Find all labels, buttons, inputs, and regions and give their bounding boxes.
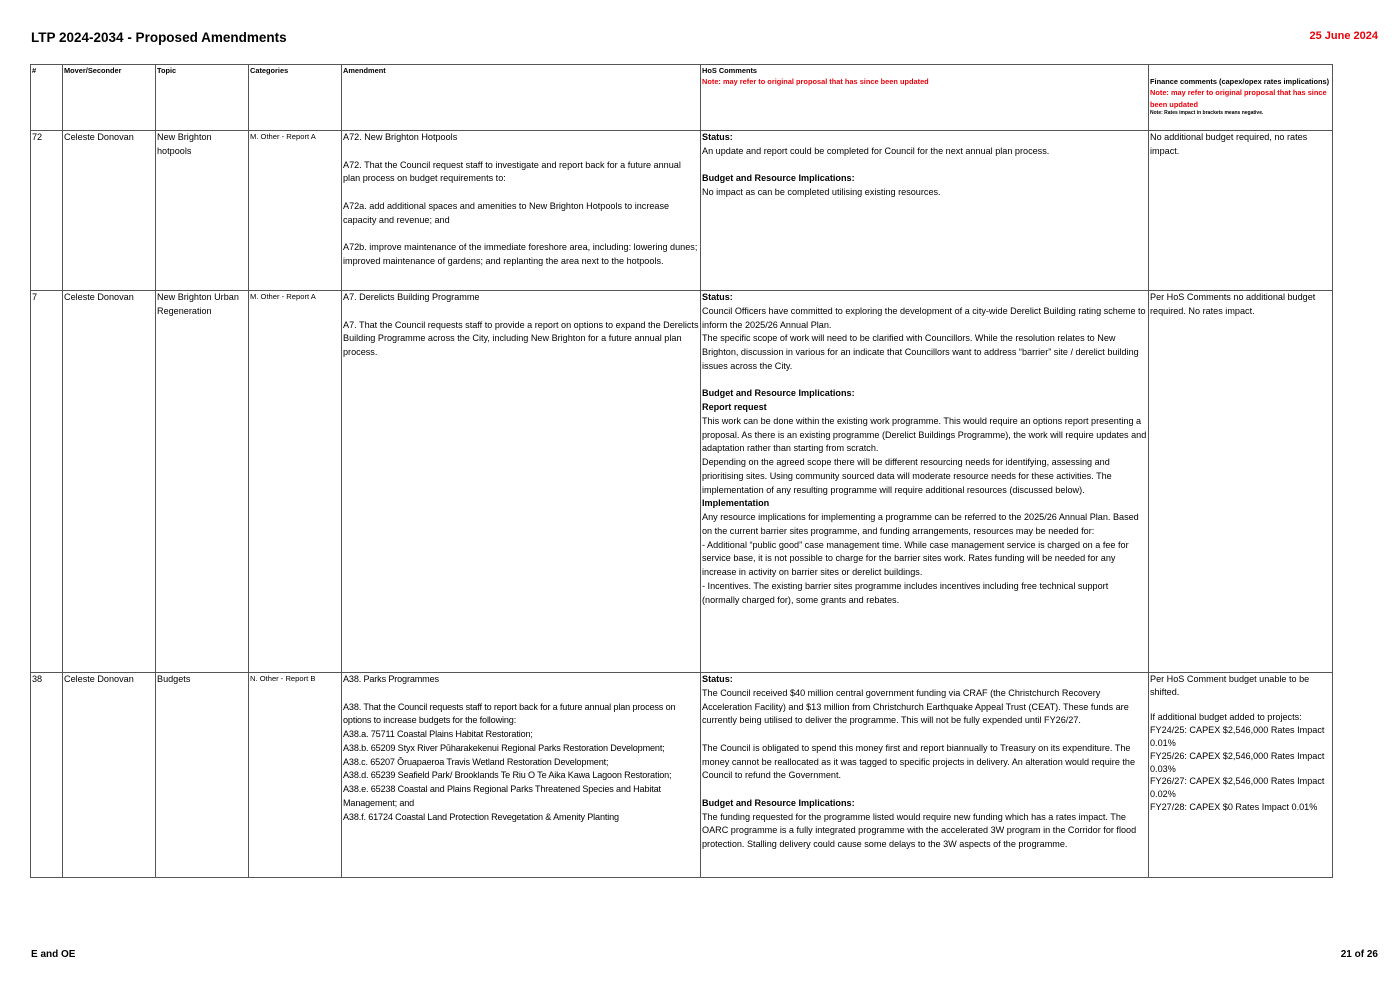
hos-header-label: HoS Comments (702, 66, 758, 75)
finance-item: FY25/26: CAPEX $2,546,000 Rates Impact 0.03% (1150, 750, 1325, 774)
row-hos-comments (701, 291, 1149, 673)
col-header-categories: Categories (249, 65, 342, 131)
hos-budget-label: Budget and Resource Implications: (702, 173, 855, 184)
amendment-title: A72. New Brighton Hotpools (343, 132, 458, 142)
hos-budget-text: The funding requested for the programme listed would require new funding which has a rates impact. The OARC programme is a fully integrated programme with the accelerated 3W program in the Corridor for flood protection. Stalling delivery could cause some delays to the 3W aspects of the programme. (702, 811, 1137, 849)
col-header-mover: Mover/Seconder (63, 65, 156, 131)
row-category: M. Other - Report A (249, 131, 342, 291)
hos-implementation-text: Any resource implications for implementing a programme can be referred to the 2025/26 Annual Plan. Based on the current barrier sites programme, and funding arrangements, resources may be needed for: (702, 512, 1139, 536)
table-row (31, 131, 1333, 291)
amendment-item: A38.d. 65239 Seafield Park/ Brooklands Te Riu O Te Aika Kawa Lagoon Restoration; (343, 770, 672, 781)
row-category: N. Other - Report B (249, 673, 342, 878)
hos-status-text: The specific scope of work will need to be clarified with Councillors. While the resolution relates to New Brighton, discussion in various for an indicate that Councillors want to address “barrier” site / derelict building issues across the City. (702, 333, 1139, 371)
finance-text: If additional budget added to projects: (1150, 712, 1302, 723)
row-topic: New Brighton hotpools (156, 131, 249, 291)
hos-report-label: Report request (702, 402, 767, 412)
hos-header-note: Note: may refer to original proposal that has since been updated (702, 77, 929, 87)
row-amendment (342, 291, 701, 673)
amendment-paragraph: A72a. add additional spaces and amenities to New Brighton Hotpools to increase capacity and revenue; and (343, 200, 670, 225)
col-header-finance (1149, 65, 1333, 131)
hos-status-label: Status: (702, 674, 733, 684)
finance-item: FY24/25: CAPEX $2,546,000 Rates Impact 0.01% (1150, 725, 1325, 748)
row-amendment (342, 131, 701, 291)
hos-budget-label: Budget and Resource Implications: (702, 388, 855, 399)
row-mover: Celeste Donovan (63, 291, 156, 673)
col-header-num: # (31, 65, 63, 131)
col-header-hos (701, 65, 1149, 131)
row-finance-comments: Per HoS Comments no additional budget required. No rates impact. (1149, 291, 1333, 673)
amendment-item: A38.f. 61724 Coastal Land Protection Revegetation & Amenity Planting (343, 811, 619, 822)
amendment-title: A7. Derelicts Building Programme (343, 292, 480, 302)
row-topic: New Brighton Urban Regeneration (156, 291, 249, 673)
row-topic: Budgets (156, 673, 249, 878)
row-amendment (342, 673, 701, 878)
amendment-item: A38.e. 65238 Coastal and Plains Regional Parks Threatened Species and Habitat Management; and (343, 784, 661, 808)
hos-implementation-text: - Incentives. The existing barrier sites programme includes incentives including free technical support (normally charged for), some grants and rebates. (702, 580, 1109, 605)
row-num: 72 (31, 131, 63, 291)
page-number: 21 of 26 (1340, 949, 1378, 960)
table-row (31, 673, 1333, 878)
hos-budget-text: No impact as can be completed utilising existing resources. (702, 187, 941, 197)
row-mover: Celeste Donovan (63, 131, 156, 291)
document-date: 25 June 2024 (1309, 30, 1378, 42)
hos-budget-label: Budget and Resource Implications: (702, 797, 855, 808)
row-num: 7 (31, 291, 63, 673)
col-header-topic: Topic (156, 65, 249, 131)
hos-implementation-text: - Additional “public good” case management time. While case management service is charged on a fee for service base, it is not possible to charge for the barrier sites work. Rates funding will be needed for any increase in activity on barrier sites or derelict buildings. (702, 539, 1129, 577)
finance-header-small-note: Note: Rates impact in brackets means negative. (1150, 109, 1264, 116)
row-finance-comments (1149, 673, 1333, 878)
hos-status-label: Status: (702, 292, 733, 302)
hos-status-text: Council Officers have committed to exploring the development of a city-wide Derelict Building rating scheme to inform the 2025/26 Annual Plan. (702, 305, 1146, 330)
row-hos-comments (701, 673, 1149, 878)
amendment-item: A38.b. 65209 Styx River Pūharakekenui Regional Parks Restoration Development; (343, 742, 665, 753)
amendment-title: A38. Parks Programmes (343, 674, 439, 684)
row-num: 38 (31, 673, 63, 878)
hos-status-text: An update and report could be completed for Council for the next annual plan process. (702, 145, 1050, 156)
row-category: M. Other - Report A (249, 291, 342, 673)
hos-report-text: This work can be done within the existing work programme. This would require an options report presenting a proposal. As there is an existing programme (Derelict Buildings Programme), the work will require updates and adaptation rather than starting from scratch. (702, 415, 1147, 454)
amendment-item: A38.c. 65207 Ōruapaeroa Travis Wetland Restoration Development; (343, 756, 609, 767)
amendment-paragraph: A7. That the Council requests staff to provide a report on options to expand the Derelicts Building Programme across the City, including New Brighton for a future annual plan process. (343, 319, 699, 357)
amendment-paragraph: A72b. improve maintenance of the immediate foreshore area, including: lowering dunes; improved maintenance of gardens; and replanting the area next to the hotpools. (343, 242, 698, 266)
amendment-item: A38.a. 75711 Coastal Plains Habitat Restoration; (343, 729, 533, 739)
hos-status-text: The Council received $40 million central government funding via CRAF (the Christchurch Recovery Acceleration Facility) and $13 million from Christchurch Earthquake Appeal Trust (CEAT). These funds are currently being utilised to deliver the programme. This will not be fully expended until FY26/27. (702, 687, 1129, 726)
table-header-row (31, 65, 1333, 131)
amendment-paragraph: A72. That the Council request staff to investigate and report back for a future annual plan process on budget requirements to: (343, 159, 681, 184)
page-title: LTP 2024-2034 - Proposed Amendments (31, 30, 287, 45)
col-header-amendment: Amendment (342, 65, 701, 131)
hos-implementation-label: Implementation (702, 498, 770, 509)
finance-header-note: Note: may refer to original proposal that has since been updated (1150, 88, 1327, 109)
row-hos-comments (701, 131, 1149, 291)
footer-disclaimer: E and OE (31, 949, 76, 960)
hos-status-label: Status: (702, 132, 733, 142)
finance-text: Per HoS Comment budget unable to be shifted. (1150, 674, 1310, 697)
amendment-paragraph: A38. That the Council requests staff to report back for a future annual plan process on options to increase budgets for the following: (343, 701, 676, 726)
hos-report-text: Depending on the agreed scope there will be different resourcing needs for identifying, assessing and prioritising sites. Using community sourced data will moderate resource needs for these activities. The implementation of any resulting programme will require additional resources (discussed below). (702, 457, 1112, 495)
finance-item: FY27/28: CAPEX $0 Rates Impact 0.01% (1150, 801, 1318, 812)
finance-header-label: Finance comments (capex/opex rates implications) (1150, 77, 1330, 86)
hos-status-text: The Council is obligated to spend this money first and report biannually to Treasury on its expenditure. The money cannot be reallocated as it was tagged to specific projects in delivery. An alteration would require the Council to refund the Government. (702, 742, 1136, 781)
finance-item: FY26/27: CAPEX $2,546,000 Rates Impact 0.02% (1150, 776, 1325, 800)
table-row (31, 291, 1333, 673)
row-finance-comments: No additional budget required, no rates impact. (1149, 131, 1333, 291)
amendments-table (30, 64, 1333, 878)
row-mover: Celeste Donovan (63, 673, 156, 878)
